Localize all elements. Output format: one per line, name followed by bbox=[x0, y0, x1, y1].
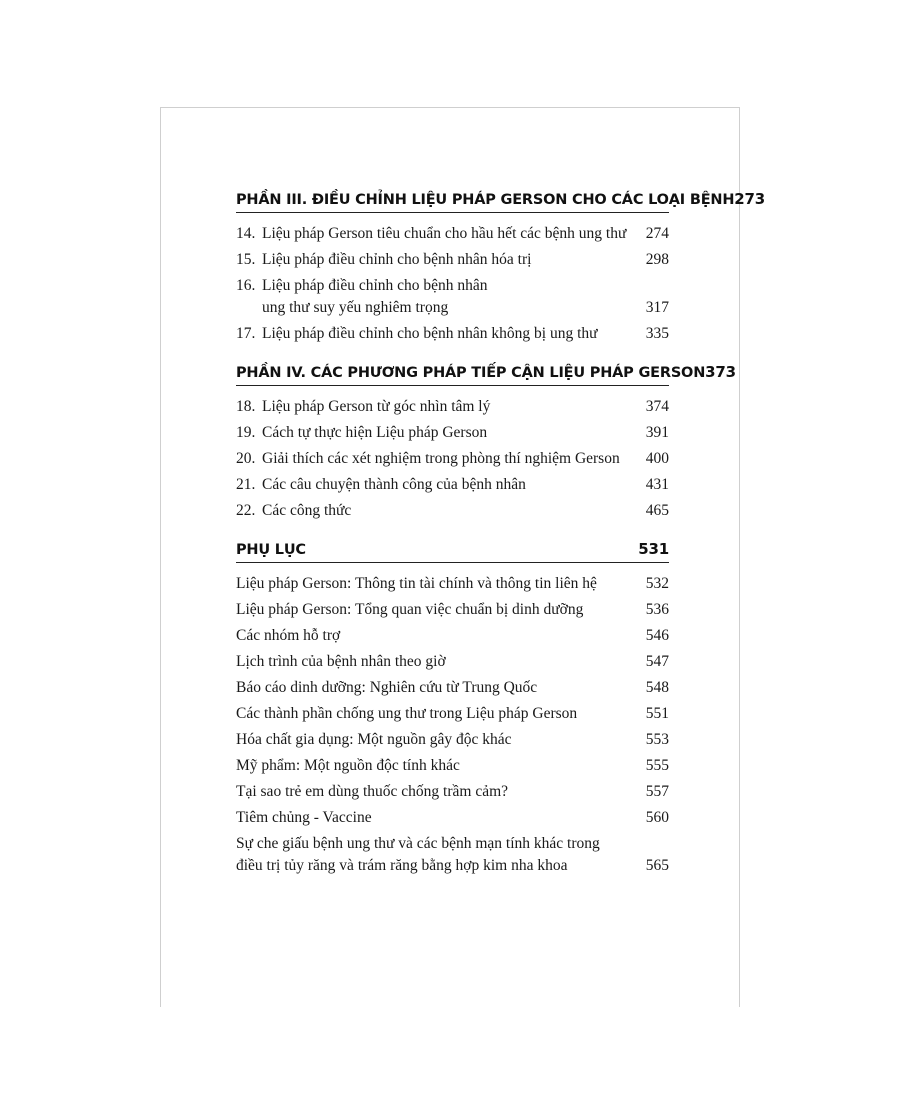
section-page: 273 bbox=[734, 190, 765, 208]
toc-entry bbox=[236, 623, 669, 649]
entry-page: 560 bbox=[645, 809, 669, 826]
entry-page: 553 bbox=[645, 731, 669, 748]
entry-title: Liệu pháp Gerson: Thông tin tài chính và thông tin liên hệ bbox=[236, 575, 597, 592]
toc-entry bbox=[236, 805, 669, 831]
entry-page: 546 bbox=[645, 627, 669, 644]
entry-page: 565 bbox=[645, 857, 669, 874]
entry-title: Liệu pháp Gerson tiêu chuẩn cho hầu hết các bệnh ung thư bbox=[262, 225, 627, 242]
entry-title: Liệu pháp Gerson: Tổng quan việc chuẩn bị dinh dưỡng bbox=[236, 601, 584, 618]
entry-title: Báo cáo dinh dưỡng: Nghiên cứu từ Trung Quốc bbox=[236, 679, 538, 696]
entry-title: Liệu pháp Gerson từ góc nhìn tâm lý bbox=[262, 398, 491, 415]
entry-page: 274 bbox=[645, 225, 669, 242]
entry-page: 548 bbox=[645, 679, 669, 696]
entry-title: Mỹ phẩm: Một nguồn độc tính khác bbox=[236, 757, 460, 774]
toc-entry bbox=[236, 498, 669, 524]
entry-title: Lịch trình của bệnh nhân theo giờ bbox=[236, 653, 446, 670]
entry-title: Giải thích các xét nghiệm trong phòng thí nghiệm Gerson bbox=[262, 450, 620, 467]
toc-entry bbox=[236, 831, 669, 879]
entry-number: 19. bbox=[236, 424, 256, 441]
toc-entry bbox=[236, 446, 669, 472]
entry-page: 465 bbox=[645, 502, 669, 519]
entry-page: 431 bbox=[645, 476, 669, 493]
entry-title: Tiêm chủng - Vaccine bbox=[236, 809, 372, 826]
entry-title-block bbox=[236, 275, 633, 319]
toc-entry bbox=[236, 394, 669, 420]
section-title: PHẦN III. ĐIỀU CHỈNH LIỆU PHÁP GERSON CHO CÁC LOẠI BỆNH bbox=[236, 192, 735, 208]
toc-entry bbox=[236, 321, 669, 347]
section-heading-part3 bbox=[236, 186, 765, 213]
entry-title-line2: ung thư suy yếu nghiêm trọng bbox=[262, 299, 449, 316]
toc-entry bbox=[236, 649, 669, 675]
toc-entry bbox=[236, 597, 669, 623]
entry-title: Hóa chất gia dụng: Một nguồn gây độc khác bbox=[236, 731, 512, 748]
entry-page: 400 bbox=[645, 450, 669, 467]
toc-entry bbox=[236, 779, 669, 805]
entry-number: 17. bbox=[236, 325, 256, 342]
entry-title-block bbox=[236, 833, 633, 877]
entry-number: 21. bbox=[236, 476, 256, 493]
entry-title: Các thành phần chống ung thư trong Liệu pháp Gerson bbox=[236, 705, 578, 722]
entry-number: 22. bbox=[236, 502, 256, 519]
section-title: PHỤ LỤC bbox=[236, 542, 306, 558]
entry-number: 15. bbox=[236, 251, 256, 268]
entry-page: 317 bbox=[645, 299, 669, 316]
entry-title: Tại sao trẻ em dùng thuốc chống trầm cảm? bbox=[236, 783, 509, 800]
entry-title: Các nhóm hỗ trợ bbox=[236, 627, 341, 644]
toc-entry bbox=[236, 472, 669, 498]
entry-title: Các công thức bbox=[262, 502, 352, 519]
entry-title: Liệu pháp điều chỉnh cho bệnh nhân không bị ung thư bbox=[262, 325, 598, 342]
entry-page: 335 bbox=[645, 325, 669, 342]
entry-title: Liệu pháp điều chỉnh cho bệnh nhân hóa trị bbox=[262, 251, 532, 268]
section-title: PHẦN IV. CÁC PHƯƠNG PHÁP TIẾP CẬN LIỆU PHÁP GERSON bbox=[236, 365, 706, 381]
entry-title: Sự che giấu bệnh ung thư và các bệnh mạn tính khác trong bbox=[236, 835, 600, 852]
entry-page: 557 bbox=[645, 783, 669, 800]
toc-entry bbox=[236, 221, 669, 247]
entry-page: 555 bbox=[645, 757, 669, 774]
toc-entry bbox=[236, 273, 669, 321]
entry-page: 391 bbox=[645, 424, 669, 441]
section-heading-part4 bbox=[236, 359, 736, 386]
entry-page: 532 bbox=[645, 575, 669, 592]
entry-number: 14. bbox=[236, 225, 256, 242]
section-page: 531 bbox=[638, 540, 669, 558]
toc-entry bbox=[236, 753, 669, 779]
toc-entry bbox=[236, 247, 669, 273]
toc-entry bbox=[236, 727, 669, 753]
entry-title: Liệu pháp điều chỉnh cho bệnh nhân bbox=[262, 277, 488, 294]
entry-title: Cách tự thực hiện Liệu pháp Gerson bbox=[262, 424, 488, 441]
toc-entry bbox=[236, 675, 669, 701]
entry-page: 374 bbox=[645, 398, 669, 415]
entry-number: 16. bbox=[236, 277, 256, 294]
entry-number: 20. bbox=[236, 450, 256, 467]
entry-number: 18. bbox=[236, 398, 256, 415]
toc-entry bbox=[236, 701, 669, 727]
entry-page: 298 bbox=[645, 251, 669, 268]
toc-entry bbox=[236, 571, 669, 597]
entry-title: Các câu chuyện thành công của bệnh nhân bbox=[262, 476, 526, 493]
entry-page: 536 bbox=[645, 601, 669, 618]
section-page: 373 bbox=[705, 363, 736, 381]
entry-title-line2: điều trị tủy răng và trám răng bằng hợp kim nha khoa bbox=[236, 857, 568, 874]
table-of-contents bbox=[236, 186, 765, 879]
book-page bbox=[160, 107, 765, 1007]
entry-page: 547 bbox=[645, 653, 669, 670]
toc-entry bbox=[236, 420, 669, 446]
section-heading-appendix bbox=[236, 536, 669, 563]
entry-page: 551 bbox=[645, 705, 669, 722]
